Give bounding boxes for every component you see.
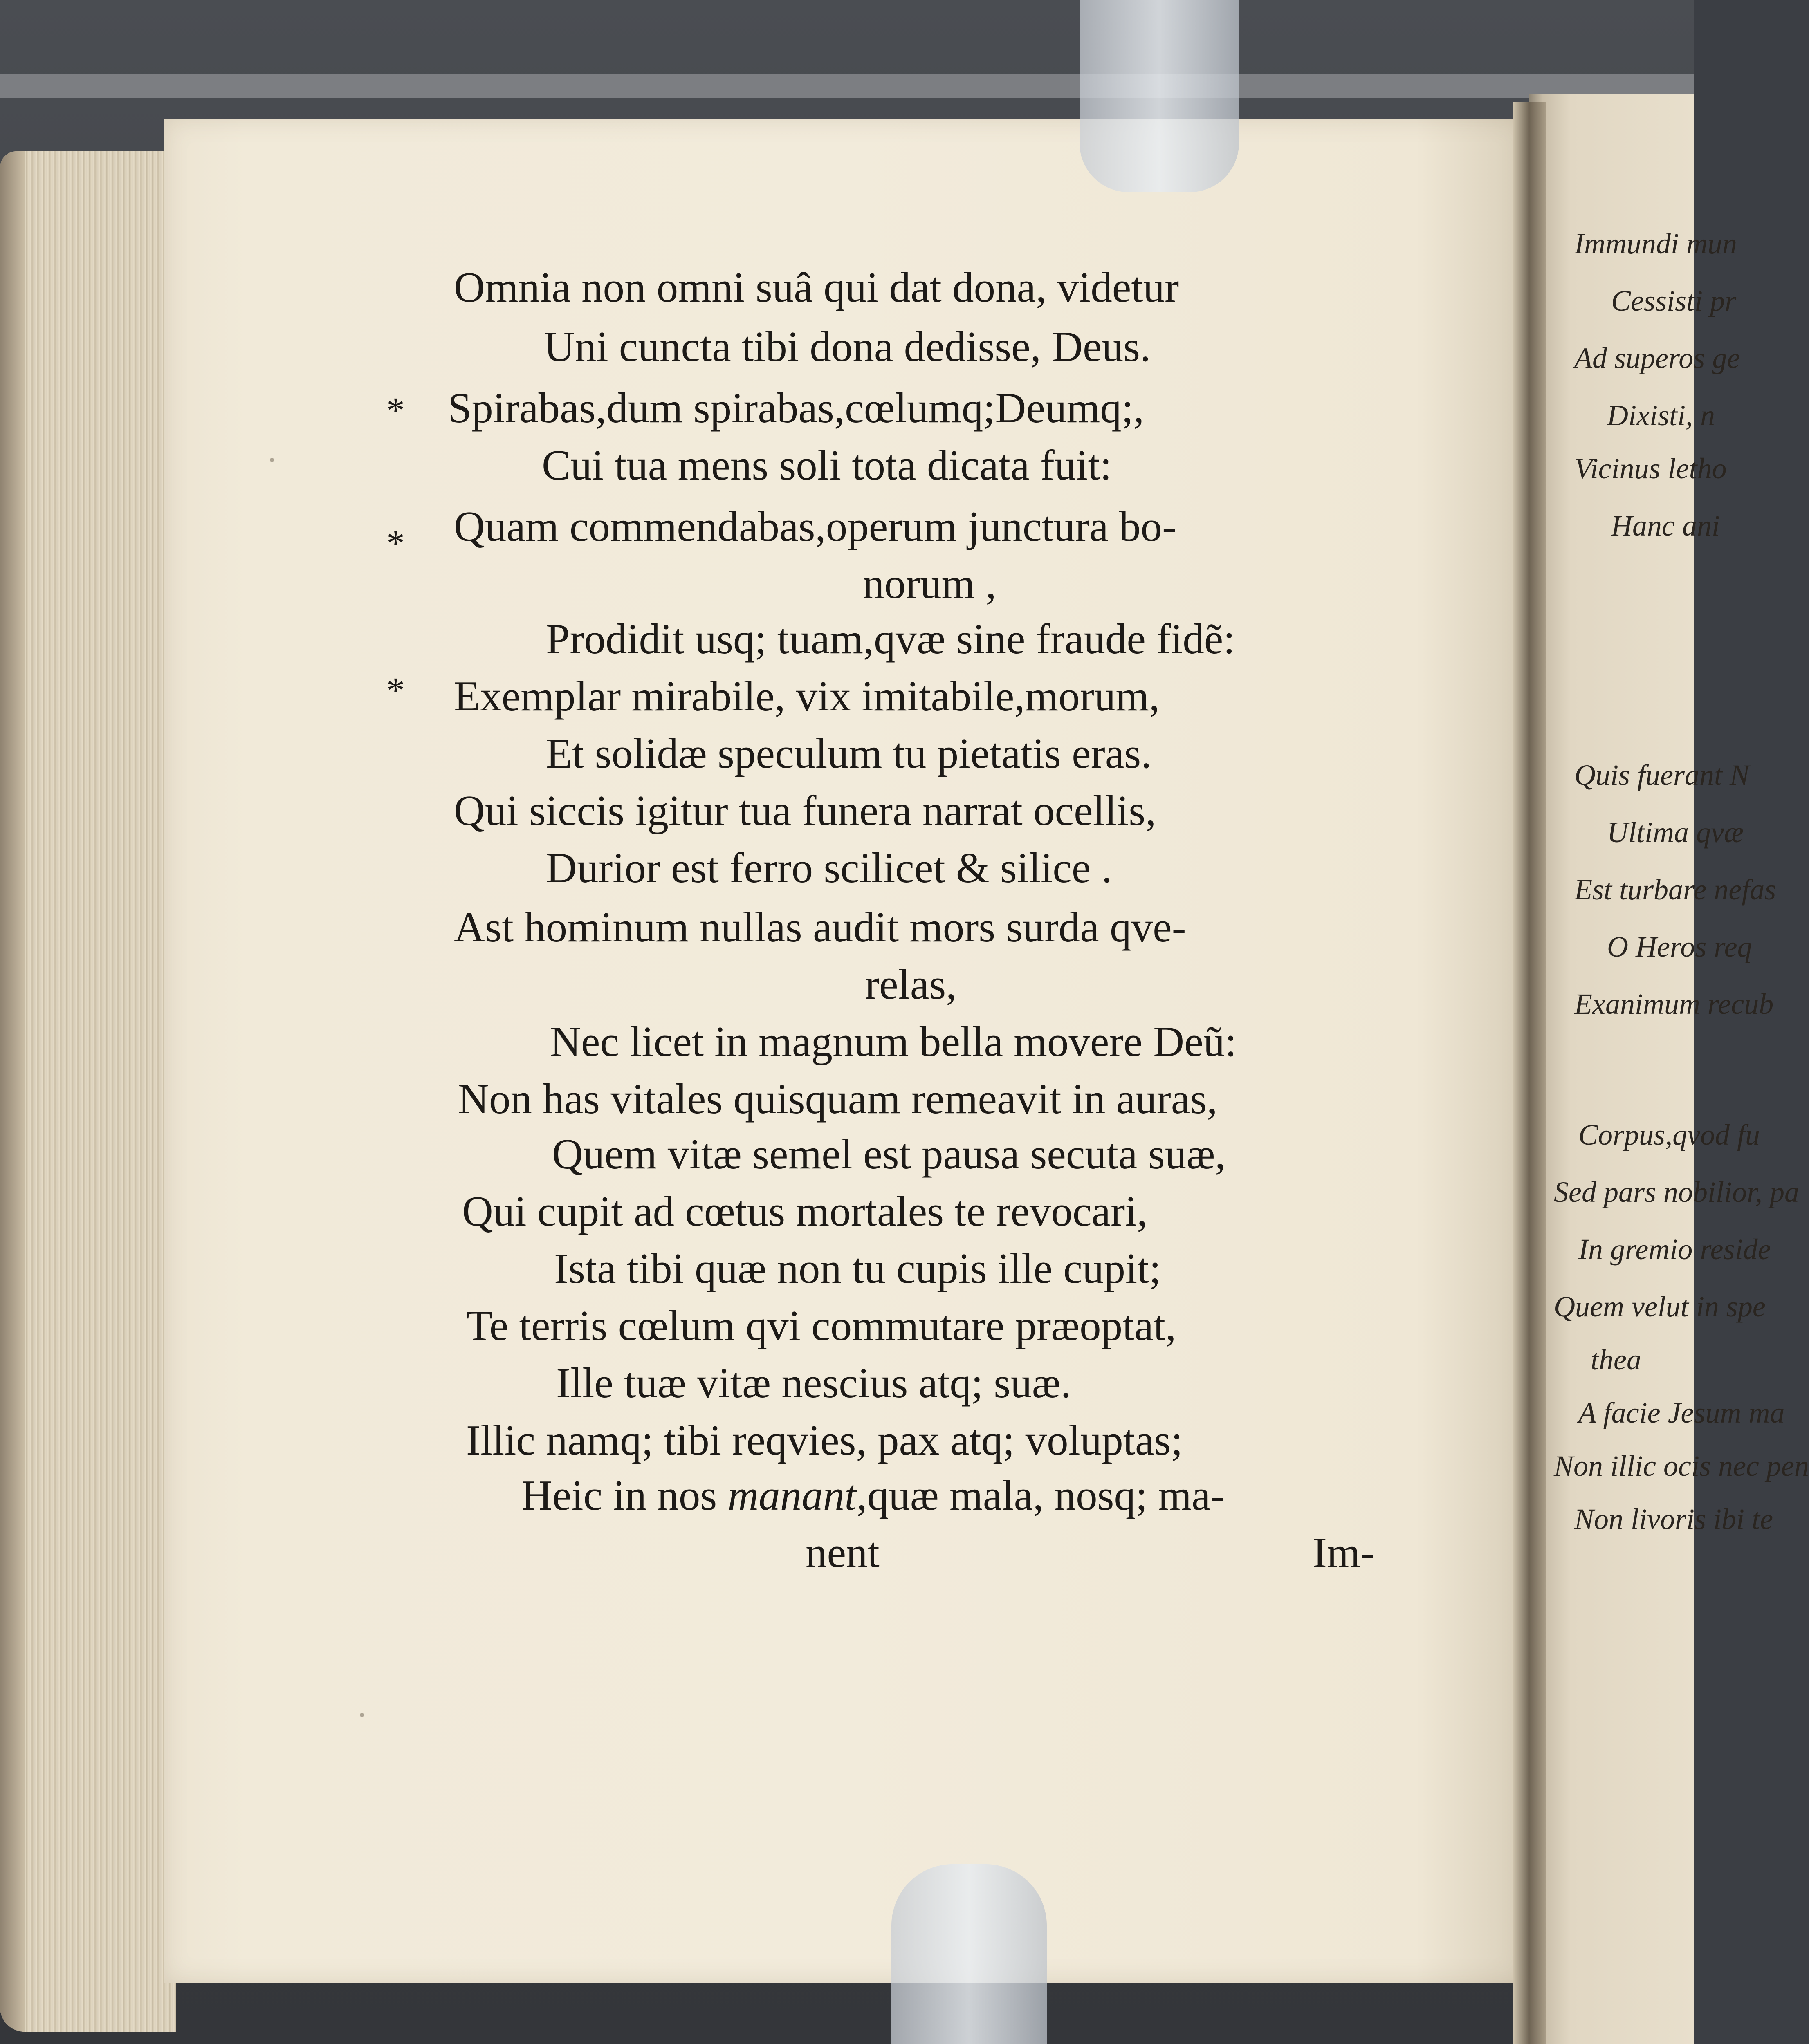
verse-line: Nec licet in magnum bella movere Deũ: [550,1018,1237,1065]
verse-line: Quam commendabas,operum junctura bo- [454,502,1176,550]
verse-line: Ast hominum nullas audit mors surda qve- [454,903,1186,951]
facing-fragment: Sed pars nobilior, pa [1554,1176,1800,1208]
verse-line: relas, [865,960,957,1008]
catchword-left: nent [806,1529,880,1576]
verse-line: Durior est ferro scilicet & silice . [546,844,1112,892]
facing-fragment: Ad superos ge [1574,342,1740,374]
bottom-plastic-clip [891,1864,1047,2044]
facing-fragment: Immundi mun [1574,227,1737,260]
verse-line: Cui tua mens soli tota dicata fuit: [542,441,1112,489]
verse-line: Exemplar mirabile, vix imitabile,morum, [454,672,1160,720]
facing-fragment: Cessisti pr [1611,285,1737,317]
marginal-asterisk: * [386,390,405,431]
facing-fragment: Quem velut in spe [1554,1290,1766,1323]
verse-line: Prodidit usq; tuam,qvæ sine fraude fidẽ: [546,615,1235,663]
catchword-right: Im- [1313,1529,1375,1576]
verse-line: Te terris cœlum qvi commutare præoptat, [466,1302,1176,1349]
facing-fragment: Quis fuerant N [1574,759,1750,791]
verse-line: Uni cuncta tibi dona dedisse, Deus. [544,323,1151,370]
paper-speck [270,458,274,462]
facing-fragment: Vicinus letho [1574,452,1727,485]
verse-line: Ille tuæ vitæ nescius atq; suæ. [556,1359,1071,1407]
verse-line: Qui cupit ad cœtus mortales te revocari, [462,1187,1148,1235]
facing-fragment: Dixisti, n [1607,399,1715,432]
verse-line: Ista tibi quæ non tu cupis ille cupit; [554,1244,1161,1292]
verse-text: Heic in nos [521,1471,728,1519]
facing-fragment: Corpus,qvod fu [1578,1118,1760,1151]
top-plastic-clip [1080,0,1239,192]
verse-line: Quem vitæ semel est pausa secuta suæ, [552,1130,1226,1178]
verse-line: Non has vitales quisquam remeavit in auras, [458,1075,1218,1123]
verse-line-last [521,1471,1225,1519]
verse-line: Illic namq; tibi reqvies, pax atq; voluptas; [466,1416,1183,1464]
facing-fragment: Est turbare nefas [1574,873,1776,906]
verse-text: ,quæ mala, nosq; ma- [856,1471,1225,1519]
verse-line: Spirabas,dum spirabas,cœlumq;Deumq;, [448,384,1145,432]
facing-fragment: Exanimum recub [1574,988,1774,1020]
facing-fragment: Hanc ani [1611,509,1720,542]
verse-line: Qui siccis igitur tua funera narrat ocellis, [454,787,1156,834]
verse-line: Omnia non omni suâ qui dat dona, videtur [454,263,1179,311]
italic-word: manant [727,1471,857,1519]
facing-fragment: Non livoris ibi te [1574,1503,1773,1535]
facing-fragment: O Heros req [1607,930,1752,963]
paper-speck [360,1713,364,1717]
marginal-asterisk: * [386,523,405,564]
facing-fragment: Non illic ocis nec pen [1554,1450,1809,1482]
verse-line: norum , [863,560,997,607]
facing-fragment: Ultima qvæ [1607,816,1744,849]
verse-line: Et solidæ speculum tu pietatis eras. [546,729,1152,777]
marginal-asterisk: * [386,670,405,711]
facing-fragment: A facie Jesum ma [1578,1396,1785,1429]
facing-fragment: In gremio reside [1578,1233,1771,1266]
facing-fragment: thea [1591,1343,1641,1376]
